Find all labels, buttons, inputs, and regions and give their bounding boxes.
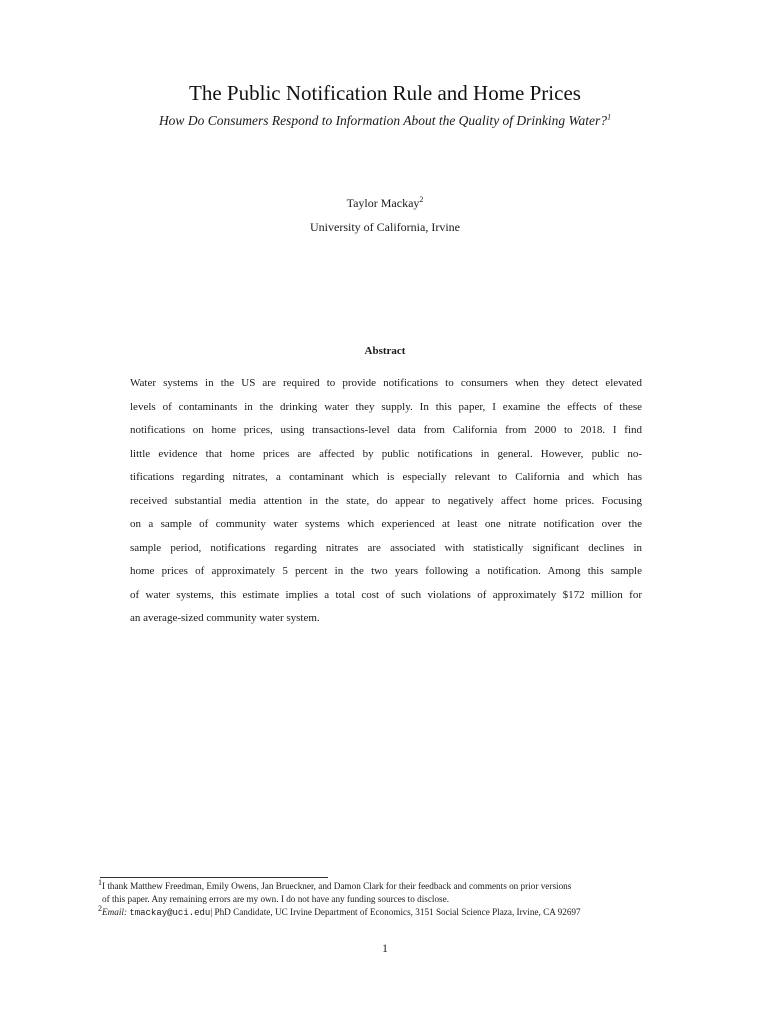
abstract-line: sample period, notifications regarding nitrates are associated with statistically significant declines in: [130, 541, 642, 554]
page-number-text: 1: [382, 943, 388, 955]
abstract-line: of water systems, this estimate implies a total cost of such violations of approximately $172 million for: [130, 588, 642, 601]
abstract-heading: [0, 342, 770, 360]
subtitle-footnote-mark: 1: [607, 112, 612, 122]
footnotes: [98, 877, 678, 919]
abstract-line: little evidence that home prices are affected by public notifications in general. However, public no-: [130, 447, 642, 460]
footnote-2-affiliation: PhD Candidate, UC Irvine Department of Economics, 3151 Social Science Plaza, Irvine, CA 92697: [214, 906, 581, 917]
author-affiliation-text: University of California, Irvine: [310, 220, 460, 234]
footnote-2-separator: |: [210, 906, 213, 917]
abstract-heading-text: Abstract: [364, 345, 406, 357]
abstract-line: levels of contaminants in the drinking water they supply. In this paper, I examine the effects of these: [130, 400, 642, 413]
author-affiliation: [0, 218, 770, 236]
abstract-line: Water systems in the US are required to provide notifications to consumers when they detect elevated: [130, 377, 642, 389]
footnote-1-mark: 1: [98, 877, 102, 887]
abstract-line: received substantial media attention in the state, do appear to negatively affect home prices. Focusing: [130, 494, 642, 507]
author-footnote-mark: 2: [419, 195, 424, 204]
abstract-line: notifications on home prices, using transactions-level data from California from 2000 to 2018. I find: [130, 424, 642, 436]
abstract-body: [130, 372, 642, 631]
abstract-line: home prices of approximately 5 percent in the two years following a notification. Among this sample: [130, 565, 642, 577]
footnote-1: [98, 877, 678, 893]
footnote-2-email-link[interactable]: tmackay@uci.edu: [129, 907, 211, 918]
footnote-1-line-2: of this paper. Any remaining errors are my own. I do not have any funding sources to disclose.: [102, 893, 450, 904]
footnote-1-line-1: I thank Matthew Freedman, Emily Owens, Jan Brueckner, and Damon Clark for their feedback and comments on prior versions: [102, 881, 572, 891]
footnote-divider: [100, 877, 328, 878]
footnote-1-continuation: [98, 893, 678, 906]
page-number: [0, 941, 770, 957]
paper-subtitle-text: How Do Consumers Respond to Information About the Quality of Drinking Water?: [158, 113, 608, 128]
author-name-text: Taylor Mackay: [346, 196, 420, 210]
abstract-line: on a sample of community water systems which experienced at least one nitrate notification over the: [130, 518, 642, 530]
abstract-line: an average-sized community water system.: [130, 612, 320, 624]
paper-subtitle: [0, 111, 770, 131]
footnote-2-mark: 2: [98, 903, 102, 913]
footnote-2-email-label: Email:: [102, 906, 128, 917]
author-name: [0, 194, 770, 212]
paper-title-text: The Public Notification Rule and Home Prices: [189, 81, 581, 105]
abstract-line: tifications regarding nitrates, a contaminant which is especially relevant to California and which has: [130, 471, 642, 483]
paper-title: [0, 79, 770, 107]
footnote-2: [98, 903, 678, 920]
